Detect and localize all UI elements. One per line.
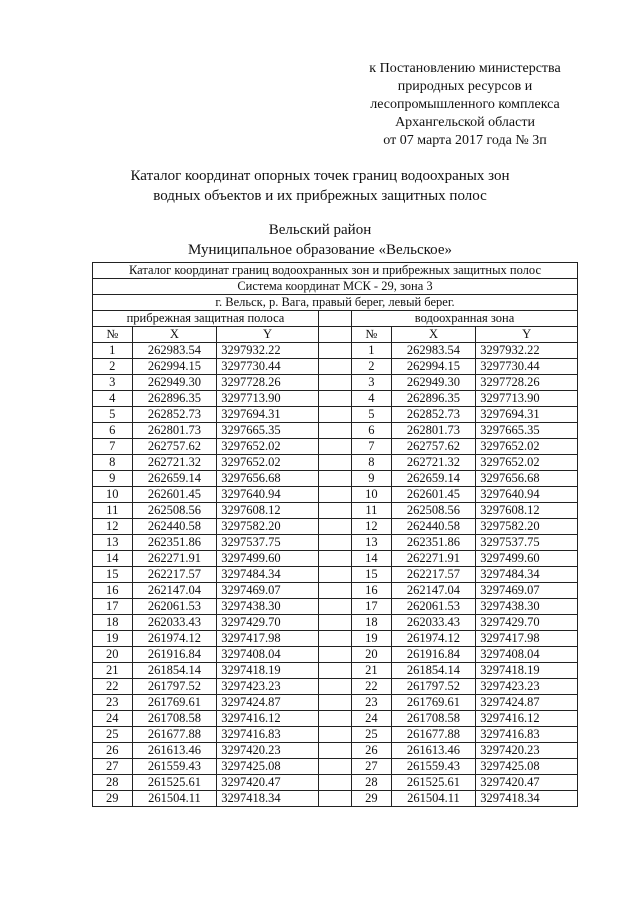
point-number-left: 29 — [93, 791, 133, 807]
table-row — [93, 599, 578, 615]
x-value-left: 261916.84 — [132, 647, 217, 663]
y-value-right: 3297652.02 — [476, 455, 578, 471]
table-row — [93, 727, 578, 743]
point-number-left: 26 — [93, 743, 133, 759]
y-value-left: 3297728.26 — [217, 375, 319, 391]
column-header-row — [93, 327, 578, 343]
x-value-right: 262801.73 — [391, 423, 476, 439]
y-value-left: 3297420.47 — [217, 775, 319, 791]
x-value-left: 262061.53 — [132, 599, 217, 615]
x-value-left: 262852.73 — [132, 407, 217, 423]
table-row — [93, 615, 578, 631]
table-gap — [318, 375, 351, 391]
point-number-right: 4 — [352, 391, 392, 407]
y-value-right: 3297608.12 — [476, 503, 578, 519]
y-value-right: 3297728.26 — [476, 375, 578, 391]
table-row — [93, 423, 578, 439]
coastal-strip-label: прибрежная защитная полоса — [93, 311, 319, 327]
point-number-left: 9 — [93, 471, 133, 487]
y-value-right: 3297537.75 — [476, 535, 578, 551]
y-value-left: 3297420.23 — [217, 743, 319, 759]
point-number-right: 26 — [352, 743, 392, 759]
point-number-right: 19 — [352, 631, 392, 647]
point-number-right: 12 — [352, 519, 392, 535]
y-value-left: 3297665.35 — [217, 423, 319, 439]
table-caption: Каталог координат границ водоохранных зон и прибрежных защитных полос — [93, 263, 578, 279]
y-value-right: 3297582.20 — [476, 519, 578, 535]
x-value-right: 261504.11 — [391, 791, 476, 807]
decree-line-3: лесопромышленного комплекса — [370, 97, 560, 112]
document-title — [60, 166, 580, 206]
table-gap — [318, 695, 351, 711]
point-number-right: 16 — [352, 583, 392, 599]
y-value-left: 3297429.70 — [217, 615, 319, 631]
table-gap — [318, 663, 351, 679]
y-value-left: 3297438.30 — [217, 599, 319, 615]
table-row — [93, 583, 578, 599]
table-gap — [318, 567, 351, 583]
water-protection-zone-label: водоохранная зона — [352, 311, 578, 327]
col-number-right: № — [352, 327, 392, 343]
point-number-left: 27 — [93, 759, 133, 775]
x-value-right: 261708.58 — [391, 711, 476, 727]
decree-line-1: к Постановлению министерства — [369, 61, 561, 76]
point-number-right: 23 — [352, 695, 392, 711]
point-number-left: 10 — [93, 487, 133, 503]
table-row — [93, 663, 578, 679]
x-value-right: 261677.88 — [391, 727, 476, 743]
table-gap — [318, 519, 351, 535]
x-value-right: 262721.32 — [391, 455, 476, 471]
x-value-left: 261677.88 — [132, 727, 217, 743]
table-gap — [318, 679, 351, 695]
point-number-right: 24 — [352, 711, 392, 727]
y-value-left: 3297424.87 — [217, 695, 319, 711]
col-number-left: № — [93, 327, 133, 343]
point-number-right: 28 — [352, 775, 392, 791]
x-value-left: 262659.14 — [132, 471, 217, 487]
y-value-left: 3297469.07 — [217, 583, 319, 599]
point-number-left: 12 — [93, 519, 133, 535]
y-value-left: 3297537.75 — [217, 535, 319, 551]
point-number-right: 13 — [352, 535, 392, 551]
point-number-right: 3 — [352, 375, 392, 391]
y-value-right: 3297656.68 — [476, 471, 578, 487]
point-number-left: 25 — [93, 727, 133, 743]
x-value-left: 261974.12 — [132, 631, 217, 647]
x-value-right: 261769.61 — [391, 695, 476, 711]
point-number-right: 6 — [352, 423, 392, 439]
x-value-left: 262601.45 — [132, 487, 217, 503]
y-value-right: 3297665.35 — [476, 423, 578, 439]
y-value-left: 3297652.02 — [217, 439, 319, 455]
point-number-left: 24 — [93, 711, 133, 727]
x-value-left: 261613.46 — [132, 743, 217, 759]
point-number-right: 5 — [352, 407, 392, 423]
point-number-right: 27 — [352, 759, 392, 775]
table-row — [93, 343, 578, 359]
table-row — [93, 471, 578, 487]
table-row — [93, 391, 578, 407]
y-value-right: 3297417.98 — [476, 631, 578, 647]
table-gap — [318, 311, 351, 327]
table-gap — [318, 743, 351, 759]
point-number-left: 1 — [93, 343, 133, 359]
y-value-right: 3297418.34 — [476, 791, 578, 807]
table-gap — [318, 487, 351, 503]
y-value-right: 3297640.94 — [476, 487, 578, 503]
y-value-left: 3297608.12 — [217, 503, 319, 519]
y-value-right: 3297932.22 — [476, 343, 578, 359]
point-number-right: 8 — [352, 455, 392, 471]
decree-line-2: природных ресурсов и — [397, 79, 533, 94]
x-value-left: 262033.43 — [132, 615, 217, 631]
x-value-right: 261916.84 — [391, 647, 476, 663]
point-number-right: 21 — [352, 663, 392, 679]
document-title-line-1: Каталог координат опорных точек границ водоохраных зон — [130, 168, 510, 184]
table-row — [93, 743, 578, 759]
point-number-right: 22 — [352, 679, 392, 695]
table-row — [93, 775, 578, 791]
table-gap — [318, 631, 351, 647]
point-number-left: 16 — [93, 583, 133, 599]
coordinates-table — [92, 262, 578, 807]
y-value-left: 3297656.68 — [217, 471, 319, 487]
y-value-right: 3297429.70 — [476, 615, 578, 631]
table-row — [93, 695, 578, 711]
point-number-right: 25 — [352, 727, 392, 743]
table-gap — [318, 599, 351, 615]
y-value-left: 3297484.34 — [217, 567, 319, 583]
point-number-left: 15 — [93, 567, 133, 583]
y-value-left: 3297418.34 — [217, 791, 319, 807]
point-number-left: 5 — [93, 407, 133, 423]
y-value-left: 3297416.12 — [217, 711, 319, 727]
x-value-right: 262147.04 — [391, 583, 476, 599]
point-number-left: 6 — [93, 423, 133, 439]
x-value-right: 262033.43 — [391, 615, 476, 631]
table-row — [93, 551, 578, 567]
y-value-left: 3297582.20 — [217, 519, 319, 535]
y-value-right: 3297730.44 — [476, 359, 578, 375]
x-value-right: 261525.61 — [391, 775, 476, 791]
y-value-left: 3297408.04 — [217, 647, 319, 663]
x-value-left: 262801.73 — [132, 423, 217, 439]
table-row — [93, 519, 578, 535]
point-number-right: 9 — [352, 471, 392, 487]
y-value-right: 3297416.83 — [476, 727, 578, 743]
x-value-right: 262508.56 — [391, 503, 476, 519]
point-number-left: 3 — [93, 375, 133, 391]
point-number-left: 19 — [93, 631, 133, 647]
x-value-left: 261769.61 — [132, 695, 217, 711]
x-value-left: 261525.61 — [132, 775, 217, 791]
point-number-left: 13 — [93, 535, 133, 551]
point-number-right: 15 — [352, 567, 392, 583]
point-number-left: 8 — [93, 455, 133, 471]
y-value-right: 3297425.08 — [476, 759, 578, 775]
point-number-left: 11 — [93, 503, 133, 519]
zone-header-row — [93, 311, 578, 327]
x-value-left: 262271.91 — [132, 551, 217, 567]
point-number-left: 18 — [93, 615, 133, 631]
table-gap — [318, 583, 351, 599]
point-number-left: 2 — [93, 359, 133, 375]
table-row — [93, 791, 578, 807]
coordinate-system: Система координат МСК - 29, зона 3 — [93, 279, 578, 295]
table-row — [93, 535, 578, 551]
y-value-right: 3297438.30 — [476, 599, 578, 615]
y-value-right: 3297713.90 — [476, 391, 578, 407]
col-y-right: Y — [476, 327, 578, 343]
y-value-left: 3297418.19 — [217, 663, 319, 679]
y-value-left: 3297416.83 — [217, 727, 319, 743]
x-value-right: 261613.46 — [391, 743, 476, 759]
x-value-right: 262351.86 — [391, 535, 476, 551]
x-value-right: 262994.15 — [391, 359, 476, 375]
point-number-left: 20 — [93, 647, 133, 663]
x-value-right: 261974.12 — [391, 631, 476, 647]
table-row — [93, 487, 578, 503]
x-value-right: 262757.62 — [391, 439, 476, 455]
table-gap — [318, 503, 351, 519]
point-number-right: 1 — [352, 343, 392, 359]
x-value-right: 262659.14 — [391, 471, 476, 487]
document-title-line-2: водных объектов и их прибрежных защитных полос — [153, 188, 487, 204]
y-value-left: 3297694.31 — [217, 407, 319, 423]
x-value-left: 262896.35 — [132, 391, 217, 407]
x-value-right: 262983.54 — [391, 343, 476, 359]
table-gap — [318, 439, 351, 455]
table-gap — [318, 615, 351, 631]
y-value-left: 3297425.08 — [217, 759, 319, 775]
municipality-name: Муниципальное образование «Вельское» — [188, 242, 452, 258]
table-row — [93, 439, 578, 455]
x-value-right: 262061.53 — [391, 599, 476, 615]
x-value-left: 262440.58 — [132, 519, 217, 535]
table-gap — [318, 759, 351, 775]
x-value-right: 261559.43 — [391, 759, 476, 775]
x-value-right: 262217.57 — [391, 567, 476, 583]
table-gap — [318, 727, 351, 743]
col-x-right: X — [391, 327, 476, 343]
table-gap — [318, 343, 351, 359]
y-value-left: 3297417.98 — [217, 631, 319, 647]
x-value-left: 262351.86 — [132, 535, 217, 551]
x-value-right: 261854.14 — [391, 663, 476, 679]
point-number-left: 22 — [93, 679, 133, 695]
x-value-left: 262508.56 — [132, 503, 217, 519]
y-value-right: 3297499.60 — [476, 551, 578, 567]
table-gap — [318, 551, 351, 567]
table-row — [93, 375, 578, 391]
x-value-right: 261797.52 — [391, 679, 476, 695]
y-value-left: 3297499.60 — [217, 551, 319, 567]
district-name: Вельский район — [268, 222, 372, 238]
y-value-right: 3297423.23 — [476, 679, 578, 695]
point-number-left: 4 — [93, 391, 133, 407]
point-number-left: 23 — [93, 695, 133, 711]
x-value-left: 262757.62 — [132, 439, 217, 455]
y-value-left: 3297932.22 — [217, 343, 319, 359]
point-number-right: 7 — [352, 439, 392, 455]
point-number-right: 2 — [352, 359, 392, 375]
table-gap — [318, 535, 351, 551]
table-row — [93, 455, 578, 471]
table-gap — [318, 455, 351, 471]
district-heading — [60, 220, 580, 260]
col-y-left: Y — [217, 327, 319, 343]
table-gap — [318, 647, 351, 663]
location-label: г. Вельск, р. Вага, правый берег, левый берег. — [93, 295, 578, 311]
table-gap — [318, 471, 351, 487]
point-number-left: 17 — [93, 599, 133, 615]
point-number-right: 18 — [352, 615, 392, 631]
x-value-left: 261797.52 — [132, 679, 217, 695]
x-value-right: 262949.30 — [391, 375, 476, 391]
y-value-left: 3297640.94 — [217, 487, 319, 503]
y-value-left: 3297730.44 — [217, 359, 319, 375]
y-value-right: 3297652.02 — [476, 439, 578, 455]
point-number-right: 17 — [352, 599, 392, 615]
x-value-left: 262217.57 — [132, 567, 217, 583]
point-number-right: 10 — [352, 487, 392, 503]
decree-reference — [340, 60, 590, 150]
x-value-left: 262994.15 — [132, 359, 217, 375]
y-value-right: 3297424.87 — [476, 695, 578, 711]
point-number-right: 29 — [352, 791, 392, 807]
x-value-left: 262949.30 — [132, 375, 217, 391]
point-number-right: 14 — [352, 551, 392, 567]
x-value-left: 262721.32 — [132, 455, 217, 471]
col-x-left: X — [132, 327, 217, 343]
table-gap — [318, 407, 351, 423]
point-number-right: 11 — [352, 503, 392, 519]
table-row — [93, 503, 578, 519]
x-value-right: 262896.35 — [391, 391, 476, 407]
y-value-right: 3297694.31 — [476, 407, 578, 423]
table-gap — [318, 791, 351, 807]
point-number-left: 28 — [93, 775, 133, 791]
location-row — [93, 295, 578, 311]
y-value-left: 3297652.02 — [217, 455, 319, 471]
y-value-left: 3297423.23 — [217, 679, 319, 695]
table-gap — [318, 423, 351, 439]
table-gap — [318, 391, 351, 407]
x-value-left: 261708.58 — [132, 711, 217, 727]
y-value-right: 3297418.19 — [476, 663, 578, 679]
table-gap — [318, 775, 351, 791]
y-value-right: 3297420.23 — [476, 743, 578, 759]
point-number-left: 14 — [93, 551, 133, 567]
y-value-right: 3297469.07 — [476, 583, 578, 599]
y-value-left: 3297713.90 — [217, 391, 319, 407]
decree-line-5: от 07 марта 2017 года № 3п — [383, 133, 547, 148]
x-value-left: 262983.54 — [132, 343, 217, 359]
table-row — [93, 679, 578, 695]
y-value-right: 3297416.12 — [476, 711, 578, 727]
table-row — [93, 359, 578, 375]
x-value-left: 261854.14 — [132, 663, 217, 679]
y-value-right: 3297408.04 — [476, 647, 578, 663]
table-caption-row — [93, 263, 578, 279]
table-caption-row — [93, 279, 578, 295]
table-gap — [318, 327, 351, 343]
table-row — [93, 631, 578, 647]
x-value-right: 262271.91 — [391, 551, 476, 567]
table-row — [93, 647, 578, 663]
point-number-left: 21 — [93, 663, 133, 679]
table-gap — [318, 711, 351, 727]
x-value-left: 261559.43 — [132, 759, 217, 775]
point-number-right: 20 — [352, 647, 392, 663]
x-value-right: 262852.73 — [391, 407, 476, 423]
decree-line-4: Архангельской области — [395, 115, 535, 130]
table-row — [93, 407, 578, 423]
y-value-right: 3297484.34 — [476, 567, 578, 583]
x-value-left: 262147.04 — [132, 583, 217, 599]
table-row — [93, 711, 578, 727]
point-number-left: 7 — [93, 439, 133, 455]
x-value-right: 262601.45 — [391, 487, 476, 503]
x-value-right: 262440.58 — [391, 519, 476, 535]
table-gap — [318, 359, 351, 375]
x-value-left: 261504.11 — [132, 791, 217, 807]
table-row — [93, 759, 578, 775]
y-value-right: 3297420.47 — [476, 775, 578, 791]
table-row — [93, 567, 578, 583]
